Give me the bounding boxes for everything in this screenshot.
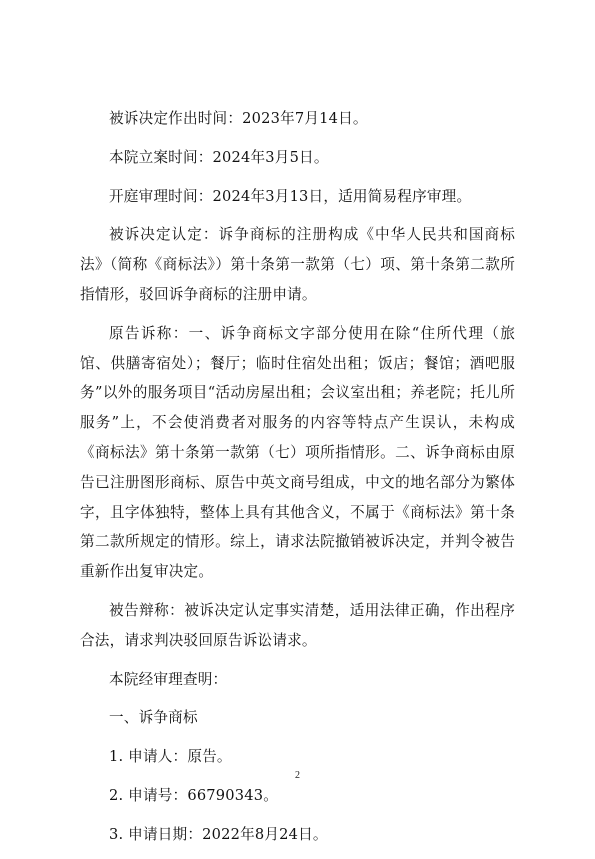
page-number: 2 [295,770,300,781]
paragraph-application-number: 2. 申请号：66790343。 [109,786,279,804]
paragraph-defendant-response: 被告辩称：被诉决定认定事实清楚，适用法律正确，作出程序合法，请求判决驳回原告诉讼请求。 [80,601,515,649]
paragraph-applicant: 1. 申请人：原告。 [109,748,232,766]
paragraph-section-disputed-mark: 一、诉争商标 [109,709,198,727]
paragraph-decision-date: 被诉决定作出时间：2023年7月14日。 [109,110,368,127]
paragraph-decision-finding: 被诉决定认定：诉争商标的注册构成《中华人民共和国商标法》（简称《商标法》）第十条第一款第（七）项、第十条第二款所指情形，驳回诉争商标的注册申请。 [80,226,515,303]
paragraph-hearing-date: 开庭审理时间：2024年3月13日，适用简易程序审理。 [109,187,472,205]
paragraph-filing-date: 本院立案时间：2024年3月5日。 [109,148,329,166]
paragraph-court-findings-heading: 本院经审理查明： [109,670,228,688]
paragraph-application-date: 3. 申请日期：2022年8月24日。 [109,825,328,843]
document-body [80,104,515,859]
paragraph-plaintiff-claims: 原告诉称：一、诉争商标文字部分使用在除“住所代理（旅馆、供膳寄宿处）；餐厅；临时住宿处出租；饭店；餐馆；酒吧服务”以外的服务项目“活动房屋出租；会议室出租；养老院；托儿所服务”上，不会使消费者对服务的内容等特点产生误认，未构成《商标法》第十条第一款第（七）项所指情形。二、诉争商标由原告已注册图形商标、原告中英文商号组成，中文的地名部分为繁体字，且字体独特，整体上具有其他含义，不属于《商标法》第十条第二款所规定的情形。综上，请求法院撤销被诉决定，并判令被告重新作出复审决定。 [80,324,515,581]
